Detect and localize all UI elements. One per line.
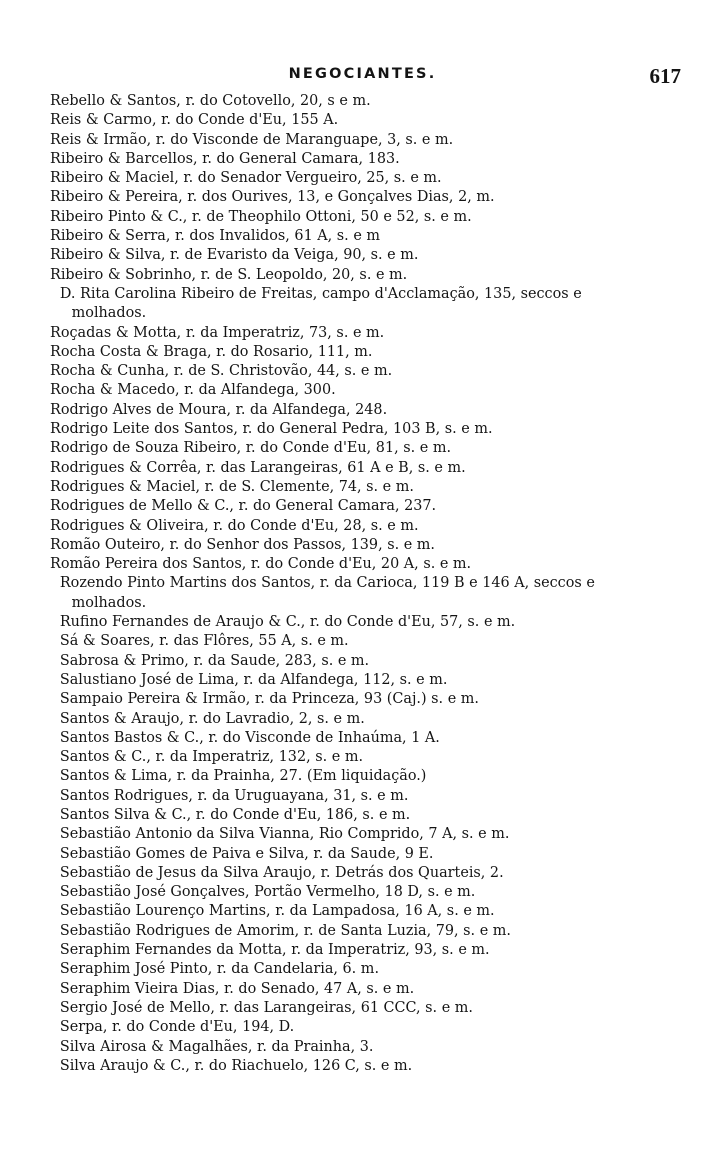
list-item: Ribeiro & Serra, r. dos Invalidos, 61 A, s. e m <box>50 227 381 245</box>
list-item: Sergio José de Mello, r. das Larangeiras, 61 CCC, s. e m. <box>59 998 473 1016</box>
list-item: Rocha Costa & Braga, r. do Rosario, 111, m. <box>50 342 373 360</box>
list-item: Roçadas & Motta, r. da Imperatriz, 73, s. e m. <box>50 323 385 341</box>
list-item: Santos Rodrigues, r. da Uruguayana, 31, s. e m. <box>59 786 409 804</box>
list-item: Serpa, r. do Conde d'Eu, 194, D. <box>59 1018 295 1036</box>
list-item: Santos Bastos & C., r. do Visconde de Inhaúma, 1 A. <box>59 728 440 746</box>
list-item: Rufino Fernandes de Araujo & C., r. do Conde d'Eu, 57, s. e m. <box>59 613 516 631</box>
list-item: Reis & Carmo, r. do Conde d'Eu, 155 A. <box>50 111 339 129</box>
running-title: NEGOCIANTES. <box>288 66 437 82</box>
list-item: Rodrigues & Maciel, r. de S. Clemente, 74, s. e m. <box>50 477 414 495</box>
entry-list <box>50 91 690 1075</box>
list-item: Rozendo Pinto Martins dos Santos, r. da Carioca, 119 B e 146 A, seccos e <box>59 574 595 592</box>
list-item: Santos Silva & C., r. do Conde d'Eu, 186, s. e m. <box>59 805 411 823</box>
list-item: Rocha & Cunha, r. de S. Christovão, 44, s. e m. <box>50 362 393 380</box>
list-item: Sebastião Antonio da Silva Vianna, Rio Comprido, 7 A, s. e m. <box>59 825 510 843</box>
list-item: Ribeiro & Sobrinho, r. de S. Leopoldo, 20, s. e m. <box>50 265 408 283</box>
list-item: Rodrigues de Mello & C., r. do General Camara, 237. <box>50 497 437 515</box>
list-item: Santos & C., r. da Imperatriz, 132, s. e m. <box>59 748 364 766</box>
list-item: Reis & Irmão, r. do Visconde de Maranguape, 3, s. e m. <box>50 130 454 148</box>
list-item: Sebastião Gomes de Paiva e Silva, r. da Saude, 9 E. <box>59 844 434 862</box>
list-item: D. Rita Carolina Ribeiro de Freitas, campo d'Acclamação, 135, seccos e <box>59 284 582 302</box>
list-item: Ribeiro Pinto & C., r. de Theophilo Ottoni, 50 e 52, s. e m. <box>50 207 472 225</box>
list-item: Sebastião de Jesus da Silva Araujo, r. Detrás dos Quarteis, 2. <box>59 863 504 881</box>
list-item: Ribeiro & Silva, r. de Evaristo da Veiga, 90, s. e m. <box>50 246 419 264</box>
list-item: Sabrosa & Primo, r. da Saude, 283, s. e m. <box>59 651 370 669</box>
list-item-continuation: molhados. <box>71 304 147 322</box>
list-item: Sebastião José Gonçalves, Portão Vermelho, 18 D, s. e m. <box>59 883 476 901</box>
list-item: Santos & Araujo, r. do Lavradio, 2, s. e m. <box>59 709 365 727</box>
list-item: Rodrigo de Souza Ribeiro, r. do Conde d'Eu, 81, s. e m. <box>50 439 452 457</box>
list-item: Rocha & Macedo, r. da Alfandega, 300. <box>50 381 336 399</box>
list-item: Seraphim Vieira Dias, r. do Senado, 47 A, s. e m. <box>59 979 415 997</box>
list-item: Seraphim Fernandes da Motta, r. da Imperatriz, 93, s. e m. <box>59 941 490 959</box>
list-item: Romão Outeiro, r. do Senhor dos Passos, 139, s. e m. <box>50 535 436 553</box>
list-item: Rodrigues & Corrêa, r. das Larangeiras, 61 A e B, s. e m. <box>50 458 466 476</box>
list-item: Sampaio Pereira & Irmão, r. da Princeza, 93 (Caj.) s. e m. <box>59 690 479 708</box>
list-item: Rodrigo Leite dos Santos, r. do General Pedra, 103 B, s. e m. <box>50 420 493 438</box>
list-item: Ribeiro & Pereira, r. dos Ourives, 13, e Gonçalves Dias, 2, m. <box>50 188 495 206</box>
list-item: Silva Araujo & C., r. do Riachuelo, 126 C, s. e m. <box>59 1056 413 1074</box>
list-item: Rodrigo Alves de Moura, r. da Alfandega, 248. <box>50 400 388 418</box>
list-item: Ribeiro & Maciel, r. do Senador Vergueiro, 25, s. e m. <box>50 169 442 187</box>
list-item: Seraphim José Pinto, r. da Candelaria, 6. m. <box>59 960 380 978</box>
list-item: Sá & Soares, r. das Flôres, 55 A, s. e m. <box>59 632 349 650</box>
list-item: Sebastião Rodrigues de Amorim, r. de Santa Luzia, 79, s. e m. <box>59 921 511 939</box>
list-item: Santos & Lima, r. da Prainha, 27. (Em liquidação.) <box>59 767 427 785</box>
list-item: Rebello & Santos, r. do Cotovello, 20, s e m. <box>50 92 371 109</box>
list-item-continuation: molhados. <box>71 593 147 611</box>
list-item: Salustiano José de Lima, r. da Alfandega, 112, s. e m. <box>59 670 448 688</box>
list-item: Ribeiro & Barcellos, r. do General Camara, 183. <box>50 149 400 167</box>
list-item: Romão Pereira dos Santos, r. do Conde d'Eu, 20 A, s. e m. <box>50 555 472 573</box>
list-item: Sebastião Lourenço Martins, r. da Lampadosa, 16 A, s. e m. <box>59 902 495 920</box>
list-item: Rodrigues & Oliveira, r. do Conde d'Eu, 28, s. e m. <box>50 516 419 534</box>
list-item: Silva Airosa & Magalhães, r. da Prainha, 3. <box>59 1037 374 1055</box>
page-number: 617 <box>649 64 681 88</box>
page-header <box>0 64 725 86</box>
